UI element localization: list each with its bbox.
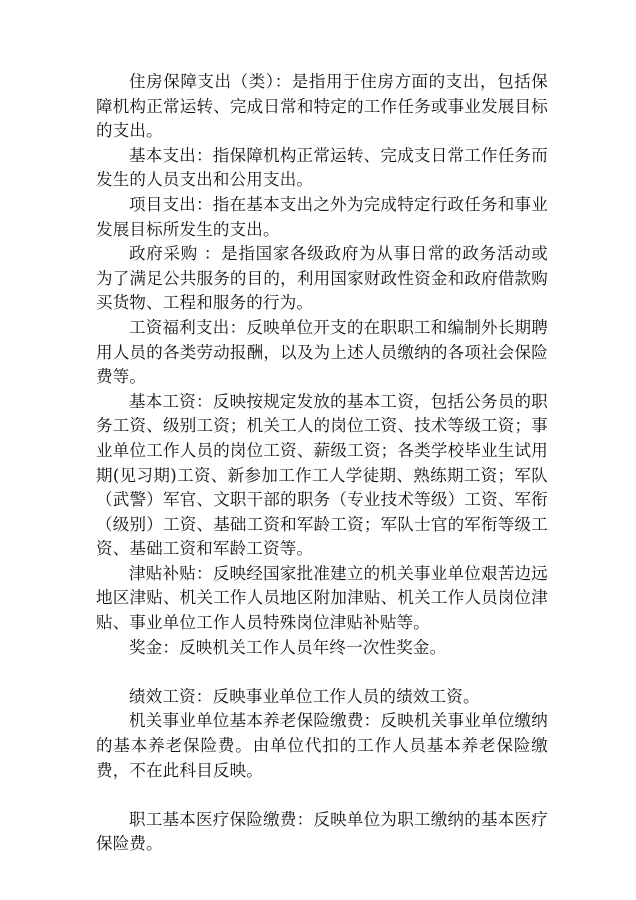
paragraph-housing-expenditure: 住房保障支出（类）：是指用于住房方面的支出，包括保障机构正常运转、完成日常和特定的工作任务或事业发展目标的支出。 [96,72,548,141]
paragraph-salary-welfare: 工资福利支出：反映单位开支的在职职工和编制外长期聘用人员的各类劳动报酬，以及为上述人员缴纳的各项社会保险费等。 [96,317,548,387]
paragraph-basic-salary: 基本工资：反映按规定发放的基本工资，包括公务员的职务工资、级别工资；机关工人的岗位工资、技术等级工资；事业单位工作人员的岗位工资、薪级工资；各类学校毕业生试用期(见习期)工资、新参加工作工人学徒期、熟练期工资；军队（武警）军官、文职干部的职务（专业技术等级）工资、军衔（级别）工资、基础工资和军龄工资；军队士官的军衔等级工资、基础工资和军龄工资等。 [96,391,548,559]
paragraph-project-expenditure: 项目支出：指在基本支出之外为完成特定行政任务和事业发展目标所发生的支出。 [96,194,548,239]
paragraph-basic-expenditure: 基本支出：指保障机构正常运转、完成支日常工作任务而发生的人员支出和公用支出。 [96,145,548,190]
paragraph-medical-insurance: 职工基本医疗保险缴费：反映单位为职工缴纳的基本医疗保险费。 [96,809,548,854]
paragraph-government-procurement: 政府采购 ：是指国家各级政府为从事日常的政务活动或为了满足公共服务的目的，利用国家财政性资金和政府借款购买货物、工程和服务的行为。 [96,244,548,313]
paragraph-performance-salary: 绩效工资：反映事业单位工作人员的绩效工资。 [129,686,480,706]
blank-line [96,783,548,808]
paragraph-pension-insurance: 机关事业单位基本养老保险缴费：反映机关事业单位缴纳的基本养老保险费。由单位代扣的工作人员基本养老保险缴费，不在此科目反映。 [96,711,548,780]
document-body [96,70,548,857]
blank-line [96,660,548,685]
paragraph-allowances: 津贴补贴：反映经国家批准建立的机关事业单位艰苦边远地区津贴、机关工作人员地区附加津贴、机关工作人员岗位津贴、事业单位工作人员特殊岗位津贴补贴等。 [96,563,548,633]
paragraph-bonus: 奖金：反映机关工作人员年终一次性奖金。 [129,637,447,657]
